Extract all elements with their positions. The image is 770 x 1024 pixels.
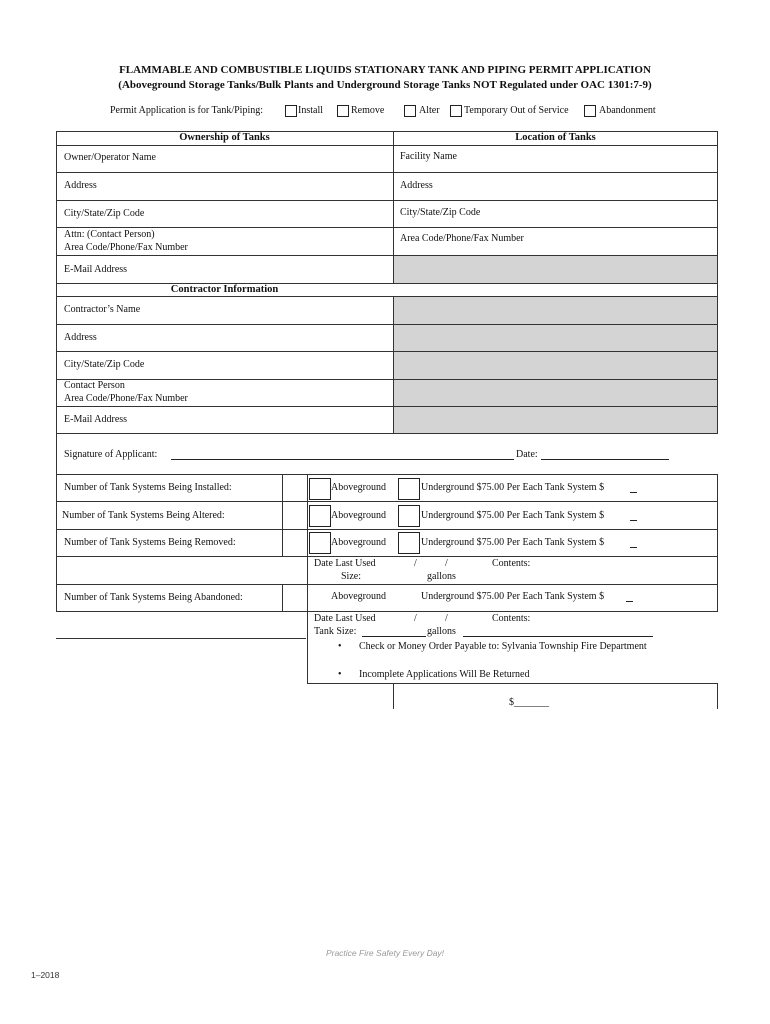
altered-fee-field[interactable] — [630, 510, 637, 521]
abandoned-label: Number of Tank Systems Being Abandoned: — [64, 592, 243, 603]
table-rule — [717, 474, 718, 611]
check-note: Check or Money Order Payable to: Sylvania Township Fire Department — [359, 641, 647, 652]
shaded-cell — [394, 352, 717, 379]
incomplete-note: Incomplete Applications Will Be Returned — [359, 669, 530, 680]
aboveground-altered-box[interactable] — [309, 505, 331, 527]
table-rule — [56, 145, 718, 146]
underground-fee-label: Underground $75.00 Per Each Tank System $ — [421, 591, 605, 602]
underground-altered-box[interactable] — [398, 505, 420, 527]
date-slash: / — [445, 558, 448, 569]
aboveground-label: Aboveground — [331, 482, 386, 493]
alter-checkbox[interactable] — [404, 105, 416, 117]
table-rule — [56, 172, 718, 173]
form-subtitle: (Aboveground Storage Tanks/Bulk Plants and Underground Storage Tanks NOT Regulated under OAC 1301:7-9) — [118, 79, 652, 91]
table-rule — [307, 683, 718, 684]
form-title: FLAMMABLE AND COMBUSTIBLE LIQUIDS STATIONARY TANK AND PIPING PERMIT APPLICATION — [119, 64, 651, 76]
table-rule — [393, 296, 394, 433]
remove-label: Remove — [351, 105, 385, 116]
table-rule — [56, 556, 718, 557]
table-rule — [56, 379, 718, 380]
table-rule — [56, 584, 718, 585]
contractor-heading: Contractor Information — [170, 284, 279, 295]
underground-fee-label: Underground $75.00 Per Each Tank System $ — [421, 537, 605, 548]
aboveground-label: Aboveground — [331, 537, 386, 548]
abandonment-label: Abandonment — [599, 105, 656, 116]
table-rule — [56, 433, 718, 434]
table-rule — [56, 131, 57, 611]
contents-field[interactable] — [463, 626, 653, 637]
underground-installed-box[interactable] — [398, 478, 420, 500]
table-rule — [56, 255, 718, 256]
table-rule — [393, 131, 394, 283]
owner-city-label: City/State/Zip Code — [64, 208, 145, 219]
owner-phone-label: Area Code/Phone/Fax Number — [64, 242, 188, 253]
bullet-icon: • — [338, 641, 342, 652]
date-slash: / — [445, 613, 448, 624]
size-label: Size: — [341, 571, 361, 582]
underground-removed-box[interactable] — [398, 532, 420, 554]
table-rule — [393, 683, 394, 709]
abandoned-fee-field[interactable] — [626, 591, 633, 602]
table-rule — [56, 200, 718, 201]
install-checkbox[interactable] — [285, 105, 297, 117]
footer-slogan: Practice Fire Safety Every Day! — [325, 948, 445, 958]
location-city-label: City/State/Zip Code — [400, 207, 481, 218]
table-rule — [56, 611, 718, 612]
facility-name-label: Facility Name — [400, 151, 457, 162]
ownership-heading: Ownership of Tanks — [179, 132, 270, 143]
bullet-icon: • — [338, 669, 342, 680]
removed-label: Number of Tank Systems Being Removed: — [64, 537, 236, 548]
location-phone-label: Area Code/Phone/Fax Number — [400, 233, 524, 244]
shaded-cell — [394, 256, 717, 283]
owner-address-label: Address — [64, 180, 97, 191]
aboveground-label: Aboveground — [331, 510, 386, 521]
date-last-used-label: Date Last Used — [314, 613, 376, 624]
total-amount-field[interactable]: $_______ — [509, 697, 549, 708]
remove-checkbox[interactable] — [337, 105, 349, 117]
table-rule — [56, 638, 306, 639]
table-rule — [56, 296, 718, 297]
contractor-email-label: E-Mail Address — [64, 414, 128, 425]
shaded-cell — [394, 325, 717, 352]
aboveground-removed-box[interactable] — [309, 532, 331, 554]
tank-size-label: Tank Size: — [314, 626, 357, 637]
date-label: Date: — [516, 449, 538, 460]
alter-label: Alter — [419, 105, 440, 116]
table-rule — [56, 227, 718, 228]
aboveground-label: Aboveground — [331, 591, 386, 602]
date-last-used-label: Date Last Used — [314, 558, 376, 569]
table-rule — [56, 406, 718, 407]
installed-label: Number of Tank Systems Being Installed: — [64, 482, 232, 493]
shaded-cell — [394, 407, 717, 433]
contractor-address-label: Address — [64, 332, 97, 343]
permit-type-prompt: Permit Application is for Tank/Piping: — [110, 105, 263, 116]
gallons-label: gallons — [427, 571, 456, 582]
date-slash: / — [414, 613, 417, 624]
temporary-out-of-service-label: Temporary Out of Service — [464, 105, 569, 116]
contractor-phone-label: Area Code/Phone/Fax Number — [64, 393, 188, 404]
table-rule — [56, 324, 718, 325]
location-heading: Location of Tanks — [515, 132, 596, 143]
signature-field[interactable] — [171, 449, 514, 460]
shaded-cell — [394, 380, 717, 407]
signature-label: Signature of Applicant: — [64, 449, 158, 460]
table-rule — [717, 683, 718, 709]
revision-label: 1–2018 — [31, 970, 60, 980]
tank-size-field[interactable] — [362, 626, 426, 637]
temporary-out-of-service-checkbox[interactable] — [450, 105, 462, 117]
aboveground-installed-box[interactable] — [309, 478, 331, 500]
table-rule — [282, 474, 283, 556]
contents-label: Contents: — [492, 613, 531, 624]
table-rule — [56, 474, 718, 475]
date-field[interactable] — [541, 449, 669, 460]
install-label: Install — [298, 105, 323, 116]
table-rule — [307, 474, 308, 683]
owner-email-label: E-Mail Address — [64, 264, 128, 275]
contractor-contact-label: Contact Person — [64, 380, 125, 391]
gallons-label: gallons — [427, 626, 456, 637]
date-slash: / — [414, 558, 417, 569]
owner-attn-label: Attn: (Contact Person) — [64, 229, 155, 240]
owner-name-label: Owner/Operator Name — [64, 152, 156, 163]
table-rule — [56, 351, 718, 352]
table-rule — [56, 529, 718, 530]
contractor-city-label: City/State/Zip Code — [64, 359, 145, 370]
contractor-name-label: Contractor’s Name — [64, 304, 141, 315]
table-rule — [56, 501, 718, 502]
contents-label: Contents: — [492, 558, 531, 569]
underground-fee-label: Underground $75.00 Per Each Tank System $ — [421, 510, 605, 521]
shaded-cell — [394, 297, 717, 324]
removed-fee-field[interactable] — [630, 537, 637, 548]
altered-label: Number of Tank Systems Being Altered: — [62, 510, 225, 521]
underground-fee-label: Underground $75.00 Per Each Tank System $ — [421, 482, 605, 493]
table-rule — [717, 131, 718, 433]
table-rule — [282, 584, 283, 611]
abandonment-checkbox[interactable] — [584, 105, 596, 117]
location-address-label: Address — [400, 180, 433, 191]
installed-fee-field[interactable] — [630, 482, 637, 493]
